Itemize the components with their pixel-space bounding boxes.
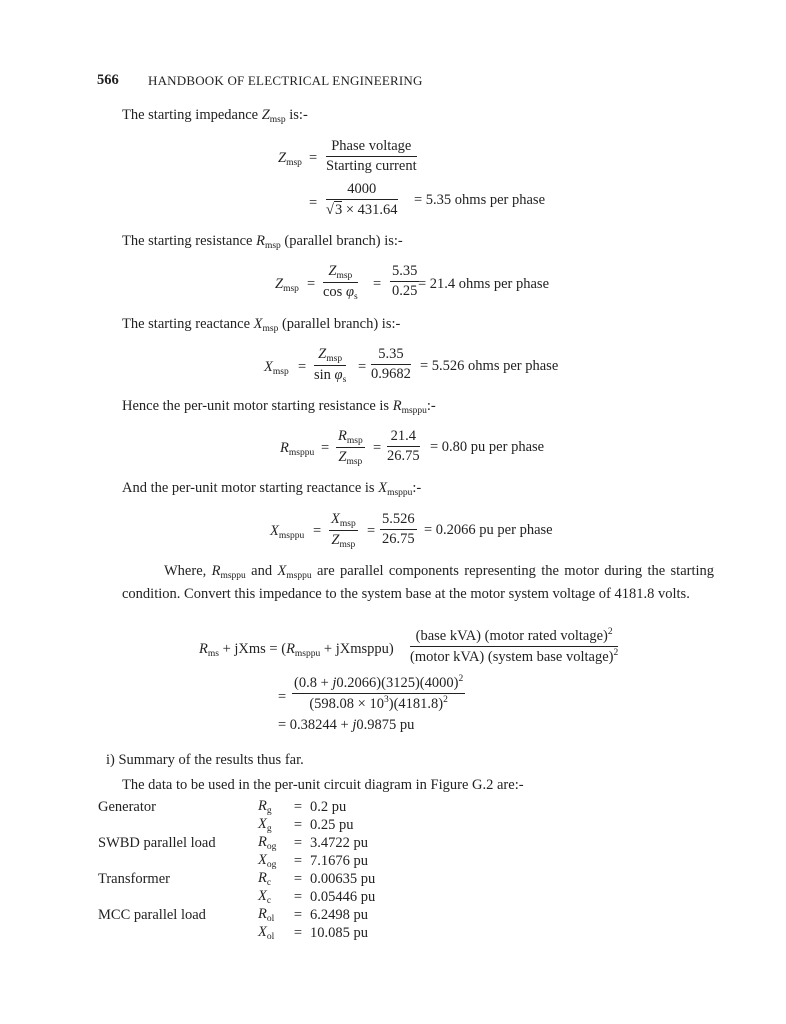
intro-pu-reactance: And the per-unit motor starting reactance is $X_{msppu}:-$ — [122, 480, 422, 498]
intro-pu-resistance: Hence the per-unit motor starting resistance is $R_{msppu}:-$ — [122, 398, 436, 416]
summary-equals: = — [293, 852, 303, 869]
eq4-equals-2: = — [373, 440, 382, 456]
summary-equals: = — [293, 816, 303, 833]
summary-symbol: $R_c$ — [258, 870, 272, 888]
summary-symbol: $R_g$ — [258, 798, 272, 816]
summary-group: Transformer — [98, 870, 170, 887]
eq1-equals-2: = — [309, 195, 318, 211]
eq6-num2: $(0.8 + j0.2066)(3125)(4000)^2$ — [292, 674, 465, 694]
summary-group: SWBD parallel load — [98, 834, 216, 851]
eq5-den2: 26.75 — [382, 531, 415, 547]
eq5-den1: $Z_{msp}$ — [331, 532, 356, 550]
summary-row — [98, 924, 375, 942]
eq2-fraction-1 — [323, 263, 358, 302]
summary-equals: = — [293, 798, 303, 815]
summary-value: 3.4722 pu — [310, 834, 368, 851]
summary-equals: = — [293, 834, 303, 851]
eq1-fraction-1 — [326, 138, 417, 175]
eq2-equals-1: = — [307, 276, 316, 292]
summary-symbol: $X_c$ — [258, 888, 272, 906]
summary-group — [98, 852, 258, 870]
eq5-equals-2: = — [367, 523, 376, 539]
eq5-result: = 0.2066 pu per phase — [424, 522, 553, 538]
summary-symbol: $R_{og}$ — [258, 834, 277, 852]
summary-value: 0.05446 pu — [310, 888, 376, 905]
eq3-den2: 0.9682 — [371, 366, 411, 382]
eq4-num1: $R_{msp}$ — [338, 428, 363, 446]
summary-row — [98, 798, 375, 816]
summary-value: 10.085 pu — [310, 924, 368, 941]
eq2-fraction-2 — [390, 263, 419, 300]
eq1-result: = 5.35 ohms per phase — [414, 192, 546, 208]
summary-row — [98, 816, 375, 834]
eq4-equals-1: = — [321, 440, 330, 456]
summary-equals: = — [293, 870, 303, 887]
summary-row — [98, 834, 375, 852]
eq3-equals-2: = — [358, 359, 367, 375]
page-number: 566 — [97, 72, 119, 88]
summary-group — [98, 924, 258, 942]
eq5-fraction-2 — [380, 511, 417, 548]
eq4-den1: $Z_{msp}$ — [338, 449, 363, 467]
summary-row — [98, 888, 375, 906]
summary-group — [98, 888, 258, 906]
intro-resistance: The starting resistance $R_{msp}$ (parallel branch) is:- — [122, 233, 403, 251]
eq5-equals-1: = — [313, 523, 322, 539]
summary-equals: = — [293, 924, 303, 941]
eq3-num2: 5.35 — [371, 346, 411, 365]
summary-intro: The data to be used in the per-unit circuit diagram in Figure G.2 are:- — [122, 777, 524, 793]
eq1-num1: Phase voltage — [326, 138, 417, 157]
eq4-result: = 0.80 pu per phase — [430, 439, 545, 455]
eq6-fraction-1 — [410, 627, 618, 666]
running-header-title: HANDBOOK OF ELECTRICAL ENGINEERING — [148, 73, 423, 88]
summary-group: MCC parallel load — [98, 906, 206, 923]
eq2-result: = 21.4 ohms per phase — [418, 276, 550, 292]
eq4-fraction-1 — [336, 428, 365, 467]
eq5-num2: 5.526 — [380, 511, 417, 530]
eq2-lhs: $Z_{msp}$ — [275, 276, 299, 294]
eq1-fraction-2 — [326, 181, 398, 219]
summary-value: 0.2 pu — [310, 798, 347, 815]
eq3-fraction-2 — [371, 346, 411, 383]
eq4-den2: 26.75 — [387, 448, 420, 464]
eq3-result: = 5.526 ohms per phase — [420, 358, 559, 374]
intro-impedance: The starting impedance $Z_{msp}$ is:- — [122, 107, 308, 125]
eq4-fraction-2 — [387, 428, 420, 465]
eq1-equals-1: = — [309, 150, 318, 166]
eq2-num1: $Z_{msp}$ — [323, 263, 358, 283]
summary-symbol: $X_g$ — [258, 816, 272, 834]
where-paragraph: Where, $R_{msppu}$ and $X_{msppu}$ are parallel components representing the motor during the starting condition. Convert this impedance to the system base at the motor system voltage of 4181.8 volts. — [122, 563, 715, 602]
eq3-den1: $\sin \varphi_s$ — [314, 367, 347, 385]
eq3-lhs: $X_{msp}$ — [264, 359, 289, 377]
summary-row — [98, 870, 375, 888]
eq3-num1: $Z_{msp}$ — [314, 346, 346, 366]
eq6-result: = 0.38244 + j0.9875 pu — [278, 717, 415, 733]
intro-reactance: The starting reactance $X_{msp}$ (parallel branch) is:- — [122, 316, 401, 334]
summary-equals: = — [293, 906, 303, 923]
eq2-num2: 5.35 — [390, 263, 419, 282]
eq6-fraction-2 — [292, 674, 465, 713]
eq3-fraction-1 — [314, 346, 346, 385]
eq6-equals-2: = — [278, 689, 287, 705]
summary-symbol: $R_{ol}$ — [258, 906, 275, 924]
eq6-den2: $(598.08 \times 10^3)(4181.8)^2$ — [309, 695, 448, 712]
eq6-lhs: $R_{ms}$ + jXms = ($R_{msppu}$ + jXmsppu) — [199, 641, 394, 659]
eq1-den1: Starting current — [326, 158, 417, 174]
eq1-lhs: $Z_{msp}$ — [278, 150, 302, 168]
eq2-den1: $\cos \varphi_s$ — [323, 284, 358, 302]
summary-heading: i) Summary of the results thus far. — [106, 752, 304, 768]
summary-symbol: $X_{og}$ — [258, 852, 277, 870]
summary-row — [98, 906, 375, 924]
eq1-den2: √3 × 431.64 — [326, 202, 398, 218]
summary-value: 0.25 pu — [310, 816, 354, 833]
eq5-num1: $X_{msp}$ — [331, 511, 356, 529]
summary-group — [98, 816, 258, 834]
eq6-num1: (base kVA) (motor rated voltage)$^2$ — [410, 627, 618, 647]
eq2-den2: 0.25 — [392, 283, 418, 299]
summary-row — [98, 852, 375, 870]
summary-symbol: $X_{ol}$ — [258, 924, 275, 942]
eq1-num2: 4000 — [326, 181, 398, 200]
eq6-den1: (motor kVA) (system base voltage)$^2$ — [410, 648, 619, 665]
eq5-fraction-1 — [329, 511, 358, 550]
eq4-lhs: $R_{msppu}$ — [280, 440, 315, 458]
eq4-num2: 21.4 — [387, 428, 420, 447]
summary-table — [98, 798, 375, 942]
eq3-equals-1: = — [298, 359, 307, 375]
summary-equals: = — [293, 888, 303, 905]
summary-value: 6.2498 pu — [310, 906, 368, 923]
summary-value: 0.00635 pu — [310, 870, 376, 887]
summary-value: 7.1676 pu — [310, 852, 368, 869]
eq5-lhs: $X_{msppu}$ — [270, 523, 305, 541]
eq2-equals-2: = — [373, 276, 382, 292]
summary-group: Generator — [98, 798, 156, 815]
